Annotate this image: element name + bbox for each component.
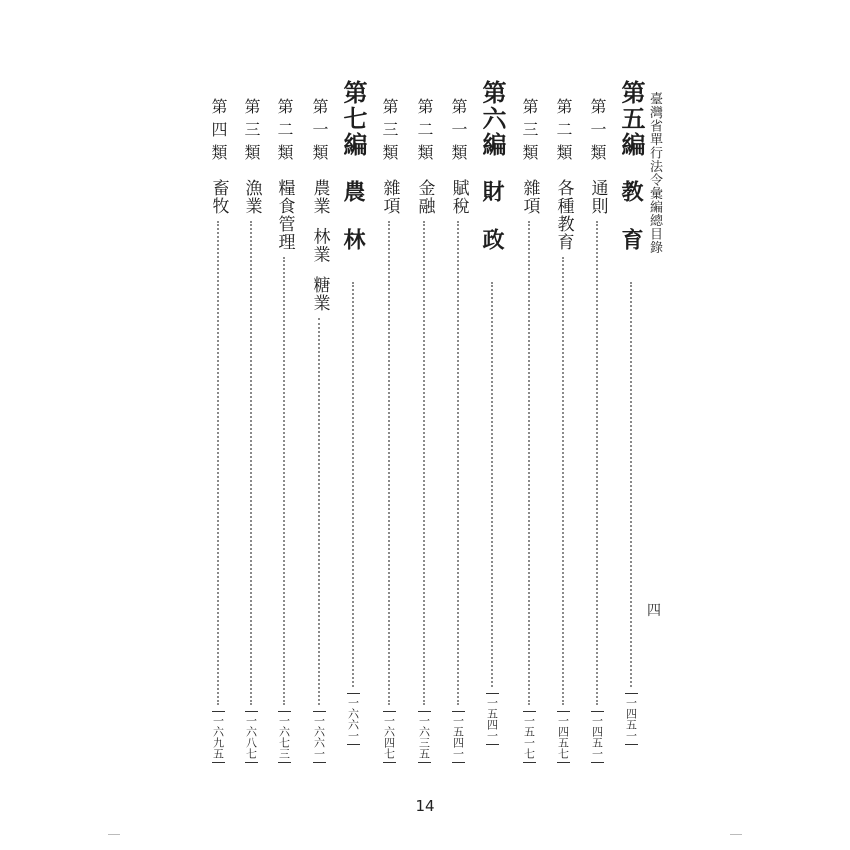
- crop-mark-left: [108, 834, 120, 835]
- category-title: 金融: [414, 179, 435, 215]
- toc-category-entry: [409, 98, 439, 763]
- dot-leader: [457, 221, 459, 705]
- part-label: 第五編: [617, 80, 646, 158]
- page-reference: 一六七三: [278, 711, 291, 763]
- category-label: 第二類: [415, 98, 434, 167]
- toc-part-entry: [338, 80, 368, 745]
- dot-leader: [217, 221, 219, 705]
- category-label: 第三類: [520, 98, 539, 167]
- toc-category-entry: [374, 98, 404, 763]
- category-label: 第一類: [588, 98, 607, 167]
- toc-part-entry: [616, 80, 646, 745]
- category-label: 第一類: [449, 98, 468, 167]
- category-title: 各種教育: [553, 179, 574, 251]
- toc-category-entry: [203, 98, 233, 763]
- category-title: 雜項: [519, 179, 540, 215]
- page-reference: 一六六一: [313, 711, 326, 763]
- toc-category-entry: [236, 98, 266, 763]
- part-title: 財政: [479, 180, 505, 276]
- toc-part-entry: [477, 80, 507, 745]
- running-head: 臺灣省單行法令彙編總目錄: [647, 92, 662, 254]
- part-label: 第六編: [478, 80, 507, 158]
- page-reference: 一五四一: [452, 711, 465, 763]
- page-reference: 一四五七: [557, 711, 570, 763]
- category-title: 糧食管理: [274, 179, 295, 251]
- toc-category-entry: [304, 98, 334, 763]
- category-label: 第三類: [380, 98, 399, 167]
- dot-leader: [318, 318, 320, 705]
- dot-leader: [491, 282, 493, 687]
- dot-leader: [423, 221, 425, 705]
- category-title: 畜牧: [208, 179, 229, 215]
- toc-category-entry: [443, 98, 473, 763]
- dot-leader: [352, 282, 354, 687]
- category-label: 第二類: [554, 98, 573, 167]
- dot-leader: [596, 221, 598, 705]
- category-title: 通則: [587, 179, 608, 215]
- crop-mark-right: [730, 834, 742, 835]
- page-reference: 一四五一: [625, 693, 638, 745]
- dot-leader: [388, 221, 390, 705]
- page-reference: 一四五一: [591, 711, 604, 763]
- dot-leader: [528, 221, 530, 705]
- category-label: 第一類: [310, 98, 329, 167]
- page-reference: 一五一七: [523, 711, 536, 763]
- page-reference: 一六三五: [418, 711, 431, 763]
- category-title: 漁業: [241, 179, 262, 215]
- page-reference: 一六八七: [245, 711, 258, 763]
- folio-number: 四: [647, 603, 661, 619]
- category-title: 賦稅: [448, 179, 469, 215]
- part-label: 第七編: [339, 80, 368, 158]
- category-label: 第三類: [242, 98, 261, 167]
- dot-leader: [630, 282, 632, 687]
- dot-leader: [283, 257, 285, 705]
- dot-leader: [562, 257, 564, 705]
- category-label: 第四類: [209, 98, 228, 167]
- toc-category-entry: [269, 98, 299, 763]
- category-title: 雜項: [379, 179, 400, 215]
- page-reference: 一六六一: [347, 693, 360, 745]
- part-title: 農林: [340, 180, 366, 276]
- category-label: 第二類: [275, 98, 294, 167]
- toc-category-entry: [514, 98, 544, 763]
- page-reference: 一六四七: [383, 711, 396, 763]
- dot-leader: [250, 221, 252, 705]
- part-title: 教育: [618, 180, 644, 276]
- page-reference: 一五四一: [486, 693, 499, 745]
- toc-category-entry: [548, 98, 578, 763]
- scan-page-number: 14: [415, 797, 435, 815]
- toc-category-entry: [582, 98, 612, 763]
- page-reference: 一六九五: [212, 711, 225, 763]
- category-title: 農業 林業 糖業: [309, 179, 330, 312]
